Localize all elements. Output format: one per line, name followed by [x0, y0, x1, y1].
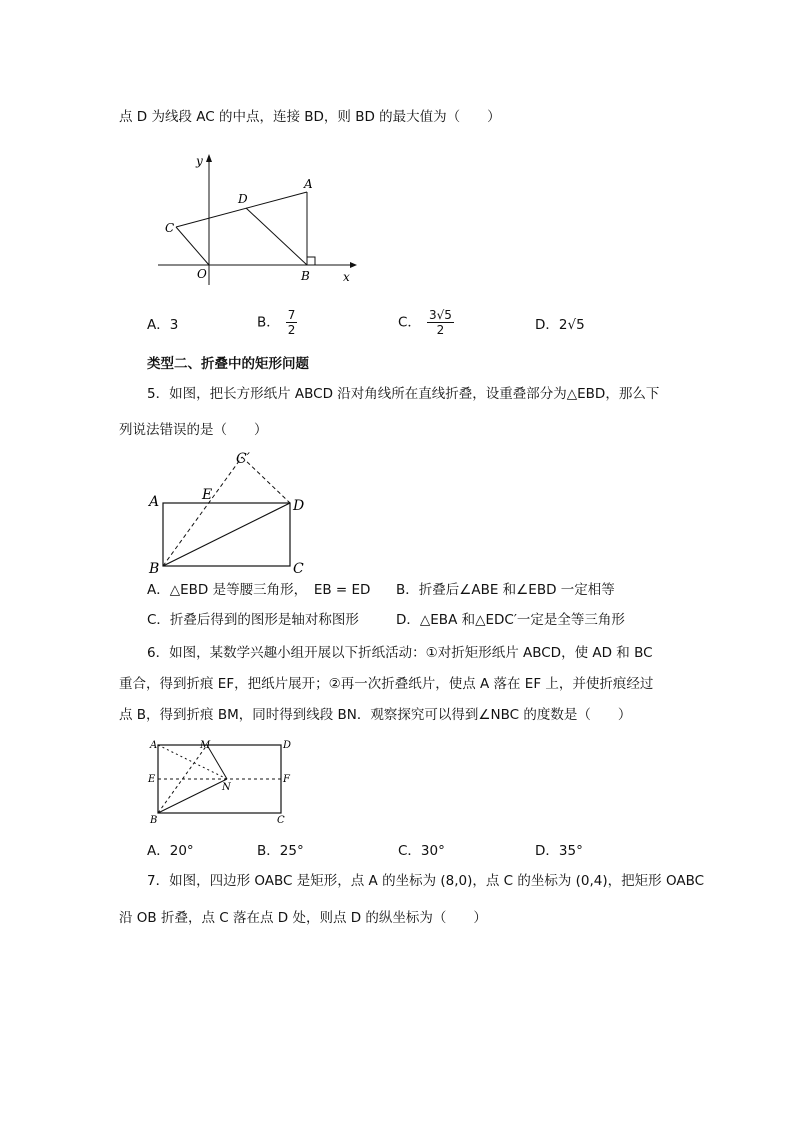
label-d: D: [293, 498, 305, 514]
q6-stem-line2: 重合，得到折痕 EF，把纸片展开；②再一次折叠纸片，使点 A 落在 EF 上，并使折痕经过: [119, 676, 654, 692]
x-axis-arrow: [350, 262, 357, 268]
label-c-prime: C′: [236, 451, 250, 467]
q6-option-b[interactable]: B．25°: [257, 843, 304, 859]
section-heading: 类型二、折叠中的矩形问题: [147, 356, 309, 372]
q7-stem-line1: 7．如图，四边形 OABC 是矩形，点 A 的坐标为 (8,0)，点 C 的坐标为 (0,4)，把矩形 OABC: [147, 873, 705, 889]
segment-db: [246, 208, 307, 265]
label-e: E: [148, 774, 156, 785]
label-c: C: [277, 815, 285, 826]
label-e: E: [202, 487, 213, 503]
q4-option-a[interactable]: A．3: [147, 317, 179, 333]
q5-option-b[interactable]: B．折叠后∠ABE 和∠EBD 一定相等: [396, 582, 615, 598]
dashed-bc1: [163, 457, 242, 566]
q4-stem-tail: 点 D 为线段 AC 的中点，连接 BD，则 BD 的最大值为（ ）: [119, 109, 501, 125]
label-n: N: [222, 782, 231, 793]
y-axis-arrow: [206, 154, 212, 162]
label-f: F: [283, 774, 290, 785]
q6-fold-figure: [145, 735, 295, 830]
label-a: A: [304, 177, 313, 191]
diagonal-bd: [163, 503, 290, 566]
q6-stem-line1: 6．如图，某数学兴趣小组开展以下折纸活动：①对折矩形纸片 ABCD，使 AD 和 BC: [147, 645, 653, 661]
q6-option-d[interactable]: D．35°: [535, 843, 583, 859]
label-b: B: [149, 561, 160, 577]
segment-co: [176, 227, 209, 265]
q5-option-a[interactable]: A．△EBD 是等腰三角形， EB = ED: [147, 582, 371, 598]
label-o: O: [197, 267, 207, 281]
right-angle-mark: [307, 257, 315, 265]
q4-option-d[interactable]: D．2√5: [535, 317, 585, 333]
label-a: A: [149, 494, 160, 510]
q6-option-a[interactable]: A．20°: [147, 843, 194, 859]
q5-option-c[interactable]: C．折叠后得到的图形是轴对称图形: [147, 612, 359, 628]
segment-bn: [158, 779, 227, 813]
fraction: $\frac{7}{2}$: [287, 308, 296, 337]
q5-fold-figure: [145, 445, 320, 575]
label-c: C: [165, 221, 175, 235]
q7-stem-line2: 沿 OB 折叠，点 C 落在点 D 处，则点 D 的纵坐标为（ ）: [119, 910, 487, 926]
label-b: B: [301, 269, 310, 283]
q4-option-c[interactable]: C． $\frac{3√5}{2}$: [398, 308, 452, 337]
q6-option-c[interactable]: C．30°: [398, 843, 445, 859]
label-d: D: [238, 192, 248, 206]
label-x: x: [343, 270, 350, 284]
label-c: C: [293, 561, 304, 577]
q4-coordinate-figure: [150, 150, 370, 290]
q5-stem-line2: 列说法错误的是（ ）: [119, 422, 268, 438]
q5-stem-line1: 5．如图，把长方形纸片 ABCD 沿对角线所在直线折叠，设重叠部分为△EBD，那么下: [147, 386, 660, 402]
label-y: y: [196, 154, 203, 168]
q6-stem-line3: 点 B，得到折痕 BM，同时得到线段 BN．观察探究可以得到∠NBC 的度数是（ ）: [119, 707, 632, 723]
label-a: A: [150, 740, 158, 751]
q4-option-b[interactable]: B． $\frac{7}{2}$: [257, 308, 296, 337]
fraction: $\frac{3√5}{2}$: [428, 308, 452, 337]
label-m: M: [200, 740, 211, 751]
label-d: D: [283, 740, 292, 751]
q5-option-d[interactable]: D．△EBA 和△EDC′一定是全等三角形: [396, 612, 625, 628]
label-b: B: [150, 815, 158, 826]
